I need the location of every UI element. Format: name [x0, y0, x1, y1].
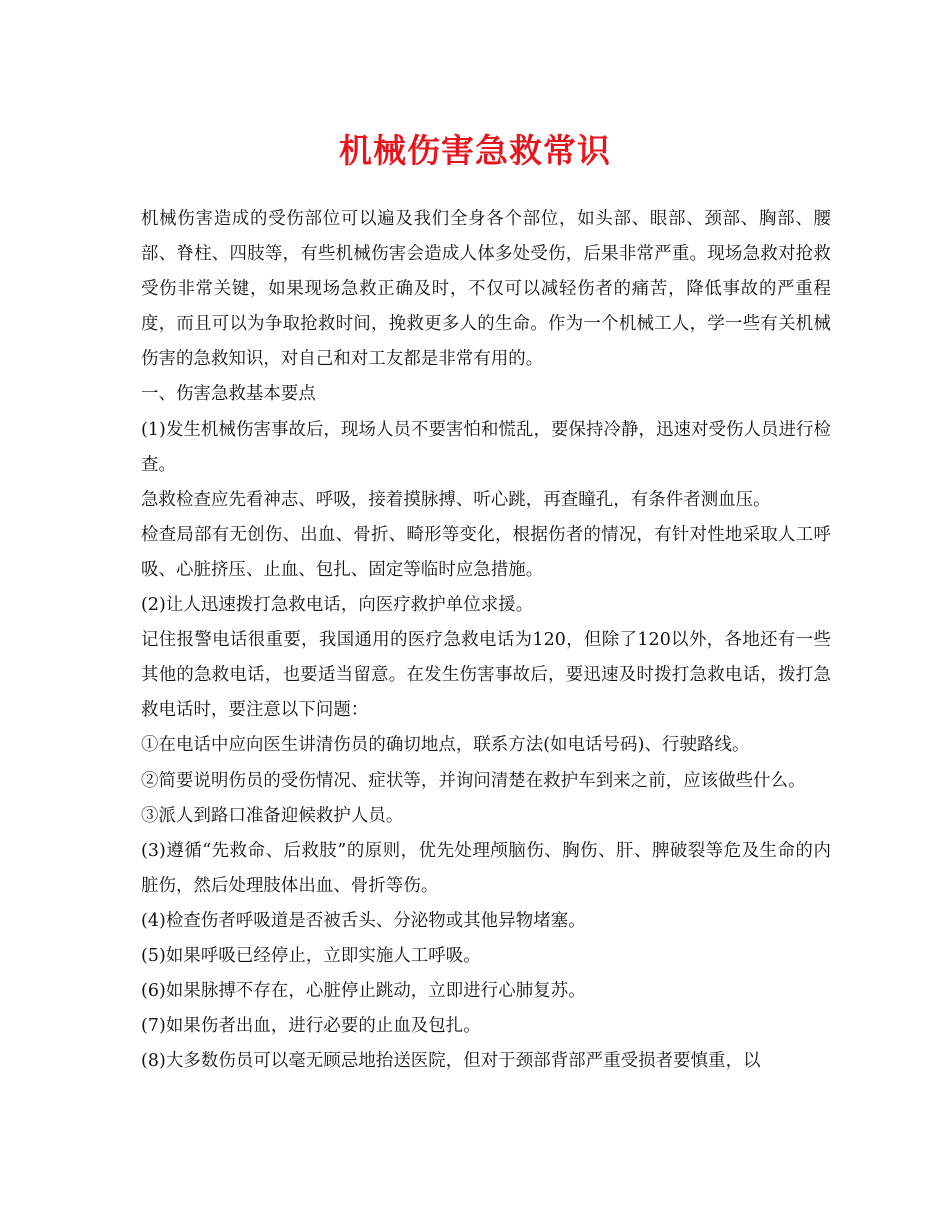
paragraph: 记住报警电话很重要，我国通用的医疗急救电话为120，但除了120以外，各地还有一些其他的急救电话，也要适当留意。在发生伤害事故后，要迅速及时拨打急救电话，拨打急救电话时，要注意以下问题：	[141, 630, 831, 721]
paragraph: (5)如果呼吸已经停止，立即实施人工呼吸。	[141, 945, 481, 966]
paragraph: 检查局部有无创伤、出血、骨折、畸形等变化，根据伤者的情况，有针对性地采取人工呼吸、心脏挤压、止血、包扎、固定等临时应急措施。	[141, 524, 831, 580]
paragraph: 急救检查应先看神志、呼吸，接着摸脉搏、听心跳，再查瞳孔，有条件者测血压。	[141, 489, 771, 510]
page-title: 机械伤害急救常识	[339, 131, 611, 170]
list-item: ②简要说明伤员的受伤情况、症状等，并询问清楚在救护车到来之前，应该做些什么。	[141, 770, 806, 791]
intro-paragraph: 机械伤害造成的受伤部位可以遍及我们全身各个部位，如头部、眼部、颈部、胸部、腰部、脊柱、四肢等，有些机械伤害会造成人体多处受伤，后果非常严重。现场急救对抢救受伤非常关键，如果现场急救正确及时，不仅可以减轻伤者的痛苦，降低事故的严重程度，而且可以为争取抢救时间，挽救更多人的生命。作为一个机械工人，学一些有关机械伤害的急救知识，对自己和对工友都是非常有用的。	[141, 209, 831, 370]
paragraph: (1)发生机械伤害事故后，现场人员不要害怕和慌乱，要保持冷静，迅速对受伤人员进行检查。	[141, 419, 831, 475]
section-heading: 一、伤害急救基本要点	[141, 384, 316, 405]
list-item: ①在电话中应向医生讲清伤员的确切地点，联系方法(如电话号码)、行驶路线。	[141, 735, 750, 756]
paragraph: (8)大多数伤员可以毫无顾忌地抬送医院，但对于颈部背部严重受损者要慎重，以	[141, 1051, 761, 1072]
paragraph: (3)遵循“先救命、后救肢”的原则，优先处理颅脑伤、胸伤、肝、脾破裂等危及生命的内脏伤，然后处理肢体出血、骨折等伤。	[141, 840, 831, 896]
paragraph: (4)检查伤者呼吸道是否被舌头、分泌物或其他异物堵塞。	[141, 910, 586, 931]
document-body	[141, 202, 831, 1079]
paragraph: (6)如果脉搏不存在，心脏停止跳动，立即进行心肺复苏。	[141, 981, 586, 1002]
paragraph: (7)如果伤者出血，进行必要的止血及包扎。	[141, 1016, 481, 1037]
list-item: ③派人到路口准备迎候救护人员。	[141, 805, 404, 826]
paragraph: (2)让人迅速拨打急救电话，向医疗救护单位求援。	[141, 595, 534, 616]
